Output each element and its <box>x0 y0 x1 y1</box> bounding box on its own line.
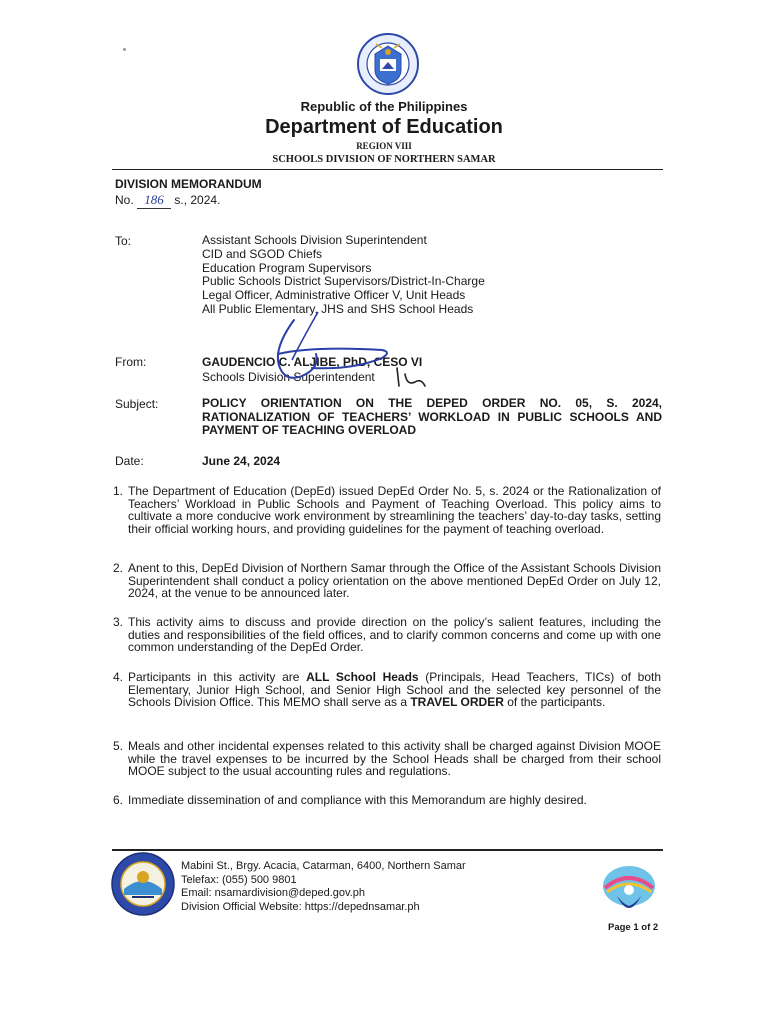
footer-contact <box>181 860 466 914</box>
body-paragraph <box>113 562 661 600</box>
from-label: From: <box>115 355 147 369</box>
page-number: Page 1 of 2 <box>608 922 659 933</box>
paragraph-text: Immediate dissemination of and compliance with this Memorandum are highly desired. <box>128 793 587 807</box>
paragraph-text: Anent to this, DepEd Division of Northern Samar through the Office of the Assistant Schools Division Superintendent shall conduct a policy orientation on the above mentioned DepEd Order on July 12, 2024, at the venue to be announced later. <box>128 561 661 601</box>
paragraph-number: 6. <box>113 793 124 807</box>
memo-number: 186 <box>137 192 171 209</box>
paragraph-text: This activity aims to discuss and provide direction on the policy’s salient features, including the duties and responsibilities of the field offices, and to clarify common concerns and come up with one common understanding of the DepEd Order. <box>128 615 661 655</box>
deped-seal-icon <box>356 32 420 96</box>
date-value: June 24, 2024 <box>202 454 281 468</box>
division-seal-icon <box>110 851 176 917</box>
recipient-item: Public Schools District Supervisors/District-In-Charge <box>202 274 485 289</box>
paragraph-number: 2. <box>113 561 124 575</box>
recipient-item: Legal Officer, Administrative Officer V, Unit Heads <box>202 288 466 303</box>
recipient-list <box>202 234 485 317</box>
paragraph-number: 5. <box>113 739 124 753</box>
emphasis-text: TRAVEL ORDER <box>410 695 504 710</box>
division-logo-icon <box>597 862 661 922</box>
sender-title: Schools Division Superintendent <box>202 370 375 384</box>
body-paragraph <box>113 794 603 807</box>
paragraph-number: 1. <box>113 484 124 498</box>
subject-label: Subject: <box>115 397 159 411</box>
handwritten-initials <box>393 364 429 392</box>
sender-name: GAUDENCIO C. ALJIBE, PhD, CESO VI <box>202 355 423 369</box>
body-paragraph <box>113 485 661 535</box>
date-label: Date: <box>115 454 144 468</box>
recipient-item: Assistant Schools Division Superintendent <box>202 233 427 247</box>
to-label: To: <box>115 234 132 248</box>
handwritten-signature <box>232 310 402 400</box>
emphasis-text: ALL School Heads <box>306 670 419 684</box>
footer-email: Email: nsamardivision@deped.gov.ph <box>181 887 366 899</box>
body-paragraph <box>113 616 661 654</box>
body-paragraph <box>113 740 661 778</box>
region-heading: REGION VIII <box>356 141 412 151</box>
footer-divider <box>112 849 663 851</box>
republic-heading: Republic of the Philippines <box>300 99 468 114</box>
recipient-item: CID and SGOD Chiefs <box>202 246 323 261</box>
paragraph-number: 3. <box>113 615 124 629</box>
footer-address: Mabini St., Brgy. Acacia, Catarman, 6400, Northern Samar <box>181 860 466 872</box>
paragraph-number: 4. <box>113 670 124 684</box>
department-heading: Department of Education <box>265 116 503 138</box>
scan-speck <box>123 48 126 51</box>
recipient-item: Education Program Supervisors <box>202 260 372 275</box>
paragraph-text: Participants in this activity are ALL School Heads (Principals, Head Teachers, TICs) of both Elementary, Junior High School, and Senior High School and the selected key personnel of the Schools Division Office. This MEMO shall serve as a TRAVEL ORDER of the participants. <box>128 670 661 710</box>
paragraph-text: Meals and other incidental expenses related to this activity shall be charged against Division MOOE while the travel expenses to be incurred by the School Heads shall be charged from their school MOOE subject to the usual accounting rules and regulations. <box>128 739 661 779</box>
body-paragraph <box>113 671 661 709</box>
memo-no-prefix: No. <box>115 193 134 207</box>
paragraph-text: The Department of Education (DepEd) issued DepEd Order No. 5, s. 2024 or the Rationalization of Teachers’ Workload in Public Schools and Payment of Teaching Overload. This policy aims to cultivate a more conducive work environment by streamlining the teachers’ day-to-day tasks, setting their official working hours, and providing guidelines for the payment of teaching overload. <box>128 484 661 536</box>
footer-telefax: Telefax: (055) 500 9801 <box>181 873 297 886</box>
memo-title: DIVISION MEMORANDUM <box>115 177 262 191</box>
recipient-item: All Public Elementary, JHS and SHS School Heads <box>202 301 474 316</box>
subject-text: POLICY ORIENTATION ON THE DEPED ORDER NO. 05, S. 2024, RATIONALIZATION OF TEACHERS’ WORKLOAD IN PUBLIC SCHOOLS AND PAYMENT OF TEACHING OVERLOAD <box>202 396 662 437</box>
memo-no-suffix: s., 2024. <box>174 193 221 207</box>
footer-website: Division Official Website: https://depednsamar.ph <box>181 900 420 913</box>
division-heading: SCHOOLS DIVISION OF NORTHERN SAMAR <box>272 154 496 165</box>
header-divider <box>112 169 663 170</box>
memo-number-line <box>115 192 220 209</box>
